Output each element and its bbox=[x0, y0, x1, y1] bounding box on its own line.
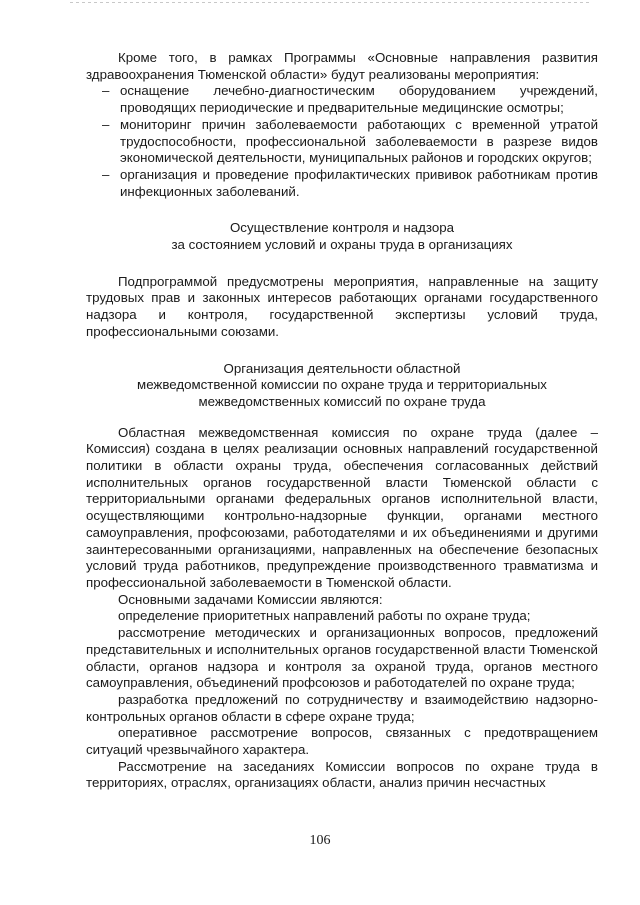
intro-paragraph: Кроме того, в рамках Программы «Основные направления развития здравоохранения Тюменской области» будут реализованы мероприятия: bbox=[86, 50, 598, 82]
bullet-dash: – bbox=[102, 116, 110, 132]
document-page bbox=[86, 50, 598, 792]
section-heading-control bbox=[86, 220, 598, 253]
list-item-text: оснащение лечебно-диагностическим оборудованием учреждений, проводящих периодические и предварительные медицинские осмотры; bbox=[120, 83, 598, 116]
list-item-text: мониторинг причин заболеваемости работающих с временной утратой трудоспособности, профессиональной заболеваемости в разрезе видов экономической деятельности, муниципальных районов и городских округов; bbox=[120, 116, 598, 166]
page-number: 106 bbox=[309, 833, 331, 848]
list-item bbox=[86, 117, 598, 167]
commission-task: оперативное рассмотрение вопросов, связанных с предотвращением ситуаций чрезвычайного характера. bbox=[86, 725, 598, 758]
bullet-dash: – bbox=[102, 83, 110, 99]
bullet-dash: – bbox=[102, 166, 110, 182]
list-item bbox=[86, 167, 598, 200]
commission-task: рассмотрение методических и организационных вопросов, предложений представительных и исполнительных органов государственной власти Тюменской области, органов надзора и контроля за охраной труда, органов местного самоуправления, объединений профсоюзов и работодателей по охране труда; bbox=[86, 625, 598, 691]
heading-line: за состоянием условий и охраны труда в организациях bbox=[171, 237, 513, 253]
heading-line: межведомственных комиссий по охране труда bbox=[198, 393, 486, 409]
scan-edge-line bbox=[70, 2, 590, 3]
commission-paragraph: Областная межведомственная комиссия по охране труда (далее – Комиссия) создана в целях реализации основных направлений государственной политики в области охраны труда, обеспечения согласованных действий исполнительных органов государственной власти Тюменской области с территориальными органами федеральных органов исполнительной власти, осуществляющими контрольно-надзорные функции, органами местного самоуправления, профсоюзами, работодателями и их объединениями и другими заинтересованными организациями, направленных на обеспечение безопасных условий труда работников, предупреждение производственного травматизма и профессиональной заболеваемости в Тюменской области. bbox=[86, 424, 598, 590]
measures-list bbox=[86, 83, 598, 200]
commission-paragraph: Рассмотрение на заседаниях Комиссии вопросов по охране труда в территориях, отраслях, организациях области, анализ причин несчастных bbox=[86, 758, 598, 791]
list-item-text: организация и проведение профилактических прививок работникам против инфекционных заболеваний. bbox=[120, 166, 598, 199]
commission-tasks-intro: Основными задачами Комиссии являются: bbox=[118, 591, 383, 607]
section-control-paragraph: Подпрограммой предусмотрены мероприятия, направленные на защиту трудовых прав и законных интересов работающих органами государственного надзора и контроля, государственной экспертизы условий труда, профессиональными союзами. bbox=[86, 273, 598, 339]
heading-line: межведомственной комиссии по охране труда и территориальных bbox=[137, 377, 547, 393]
commission-task: определение приоритетных направлений работы по охране труда; bbox=[118, 608, 531, 624]
section-heading-commission bbox=[86, 361, 598, 411]
commission-task: разработка предложений по сотрудничеству и взаимодействию надзорно-контрольных органов области в сфере охране труда; bbox=[86, 691, 598, 724]
list-item bbox=[86, 83, 598, 116]
heading-line: Осуществление контроля и надзора bbox=[229, 220, 455, 236]
heading-line: Организация деятельности областной bbox=[223, 360, 461, 376]
